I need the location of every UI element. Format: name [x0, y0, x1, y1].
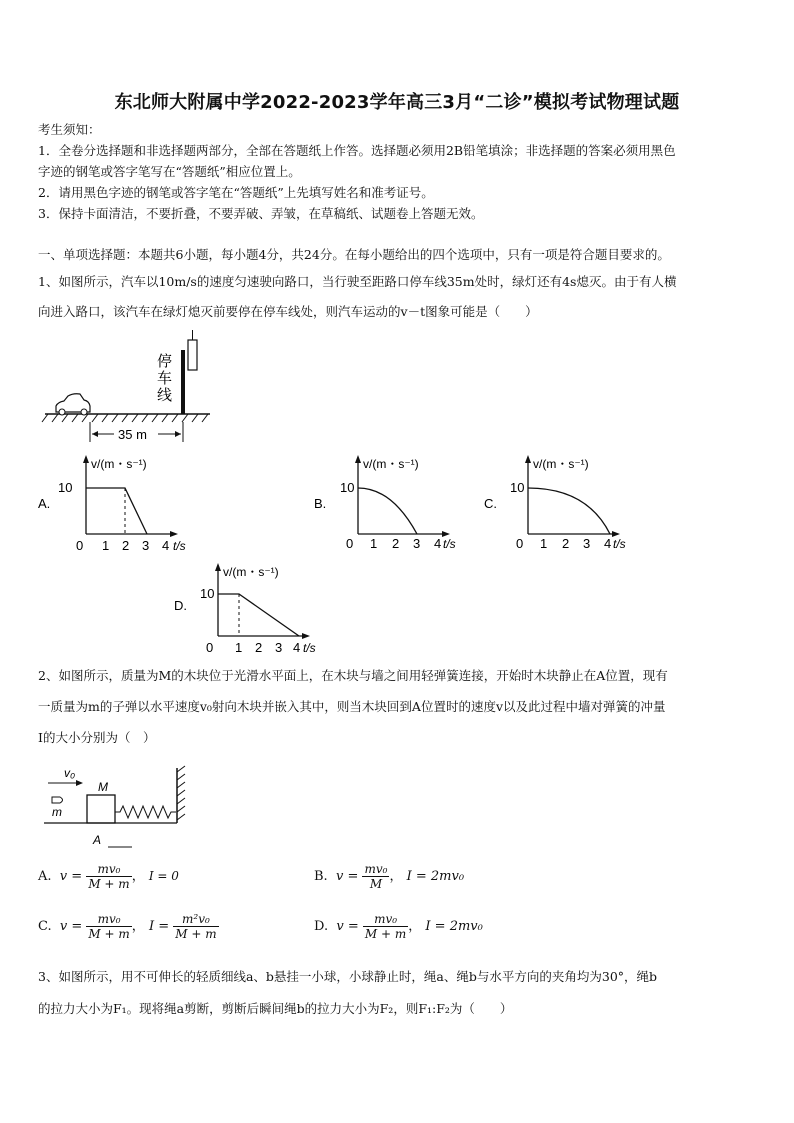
- fraction-den: M + m: [88, 927, 130, 941]
- x-tick: 0: [516, 536, 524, 551]
- fraction-den: M + m: [364, 927, 407, 941]
- fraction-den: M: [369, 877, 383, 891]
- q2-option-c[interactable]: C. v = $\frac{\text{mv₀}}{M + m}$ ， I = $\frac{\text{m²v₀}}{M + m}$: [38, 912, 217, 941]
- stop-line-char: 线: [157, 387, 173, 404]
- option-a-axis-y: v/(m・s⁻¹): [91, 457, 147, 471]
- option-b-curve: [358, 488, 417, 534]
- fraction-num: mv₀: [86, 862, 131, 877]
- x-tick: 4: [162, 538, 170, 552]
- option-label: D.: [314, 919, 329, 934]
- option-label: C.: [38, 919, 52, 934]
- x-tick: 3: [583, 536, 591, 551]
- q3-text-line2: 的拉力大小为F₁。现将绳a剪断，剪断后瞬间绳b的拉力大小为F₂，则F₁:F₂为（ ）: [38, 1001, 513, 1016]
- q2-option-b[interactable]: B. v = $\frac{\text{mv₀}}{M}$ ， I = 2mv₀: [314, 862, 465, 891]
- x-tick: 4: [434, 536, 442, 551]
- notice-heading: 考生须知：: [38, 122, 101, 137]
- q2-text-line2: 一质量为m的子弹以水平速度v₀射向木块并嵌入其中，则当木块回到A位置时的速度v以及此过程中墙对弹簧的冲量: [38, 699, 666, 714]
- spring: [115, 806, 176, 818]
- option-c-x-ticks: [516, 536, 611, 551]
- option-a-curve: [86, 488, 147, 534]
- option-a-graph[interactable]: [36, 452, 196, 552]
- q2-text-line3: I的大小分别为（ ）: [38, 730, 156, 745]
- x-tick: 2: [255, 640, 263, 655]
- option-a-axis-x: t/s: [173, 539, 186, 552]
- option-c-axis-y: v/(m・s⁻¹): [533, 457, 589, 471]
- option-d-axis-y: v/(m・s⁻¹): [223, 565, 279, 579]
- block: [87, 795, 115, 823]
- notice-item-1: 1．全卷分选择题和非选择题两部分，全部在答题纸上作答。选择题必须用2B铅笔填涂；非选择题的答案必须用黑色: [38, 143, 676, 158]
- separator: ，: [389, 869, 403, 884]
- position-a-label: A: [93, 833, 102, 847]
- option-label: A.: [38, 869, 52, 884]
- x-tick: 3: [413, 536, 421, 551]
- option-a-x-ticks: [76, 538, 169, 552]
- notice-item-2: 2．请用黑色字迹的钢笔或答字笔在“答题纸”上先填写姓名和准考证号。: [38, 185, 434, 200]
- q1-road-figure: [40, 330, 220, 445]
- option-a-label: A.: [38, 496, 51, 511]
- fraction-num: mv₀: [363, 912, 408, 927]
- separator: ，: [131, 869, 145, 884]
- option-d-curve: [218, 594, 299, 636]
- fraction-den: M + m: [175, 927, 217, 941]
- option-c-curve: [528, 488, 610, 534]
- x-tick: 3: [142, 538, 150, 552]
- impulse-value: I = 0: [148, 869, 179, 883]
- x-tick: 2: [392, 536, 400, 551]
- stop-line-char: 停: [157, 353, 173, 370]
- fraction-num: m²v₀: [173, 912, 218, 927]
- car-icon: [56, 394, 90, 415]
- q1-text-line1: 1、如图所示，汽车以10m/s的速度匀速驶向路口，当行驶至距路口停车线35m处时，绿灯还有4s熄灭。由于有人横: [38, 274, 677, 289]
- option-b-x-ticks: [346, 536, 441, 551]
- bullet-mass-label: m: [52, 805, 62, 819]
- x-tick: 0: [76, 538, 84, 552]
- x-tick: 0: [346, 536, 354, 551]
- option-d-graph[interactable]: [172, 560, 342, 660]
- velocity-fraction: [362, 862, 389, 891]
- x-tick: 1: [540, 536, 548, 551]
- impulse-value: I = 2mv₀: [406, 869, 465, 884]
- x-tick: 1: [102, 538, 110, 552]
- option-b-axis-y: v/(m・s⁻¹): [363, 457, 419, 471]
- option-b-axis-x: t/s: [443, 537, 456, 551]
- x-tick: 4: [293, 640, 301, 655]
- option-d-y-tick: 10: [200, 586, 215, 601]
- velocity-fraction: [86, 912, 131, 941]
- q2-option-d[interactable]: D. v = $\frac{\text{mv₀}}{M + m}$ ， I = 2mv₀: [314, 912, 483, 941]
- option-b-graph[interactable]: [312, 452, 482, 552]
- bullet-icon: [52, 797, 63, 803]
- notice-item-3: 3．保持卡面清洁，不要折叠，不要弄破、弄皱，在草稿纸、试题卷上答题无效。: [38, 206, 484, 221]
- option-c-graph[interactable]: [482, 452, 652, 552]
- stop-line-label: [157, 353, 172, 404]
- option-c-label: C.: [484, 496, 497, 511]
- fraction-num: mv₀: [86, 912, 131, 927]
- x-tick: 2: [562, 536, 570, 551]
- x-tick: 1: [235, 640, 243, 655]
- traffic-light-icon: [188, 340, 197, 370]
- option-c-y-tick: 10: [510, 480, 525, 495]
- option-label: B.: [314, 869, 328, 884]
- section-heading: 一、单项选择题：本题共6小题，每小题4分，共24分。在每小题给出的四个选项中，只有一项是符合题目要求的。: [38, 247, 670, 262]
- x-tick: 1: [370, 536, 378, 551]
- option-b-label: B.: [314, 496, 327, 511]
- fraction-num: mv₀: [364, 862, 388, 876]
- v0-label: v₀: [64, 766, 76, 780]
- fraction-den: M + m: [88, 877, 130, 891]
- velocity-fraction: [86, 862, 131, 891]
- option-d-label: D.: [174, 598, 187, 613]
- x-tick: 0: [206, 640, 214, 655]
- option-c-axis-x: t/s: [613, 537, 626, 551]
- option-b-y-tick: 10: [340, 480, 355, 495]
- velocity-fraction: [363, 912, 408, 941]
- q1-text-line2: 向进入路口，该汽车在绿灯熄灭前要停在停车线处，则汽车运动的v－t图象可能是（ ）: [38, 304, 538, 319]
- option-d-axis-x: t/s: [303, 641, 316, 655]
- q2-option-a[interactable]: A. v = $\frac{\text{mv₀}}{M + m}$ ， I = 0: [38, 862, 179, 891]
- block-mass-label: M: [98, 780, 108, 794]
- separator: ，: [408, 919, 422, 934]
- distance-label: 35 m: [118, 427, 147, 442]
- q2-text-line1: 2、如图所示，质量为M的木块位于光滑水平面上，在木块与墙之间用轻弹簧连接，开始时木块静止在A位置，现有: [38, 668, 668, 683]
- separator: ，: [131, 919, 145, 934]
- x-tick: 2: [122, 538, 130, 552]
- x-tick: 3: [275, 640, 283, 655]
- option-a-y-tick: 10: [58, 480, 73, 495]
- stop-line-char: 车: [157, 370, 173, 387]
- q3-text-line1: 3、如图所示，用不可伸长的轻质细线a、b悬挂一小球，小球静止时，绳a、绳b与水平方向的夹角均为30°，绳b: [38, 969, 658, 984]
- impulse-fraction: [173, 912, 218, 941]
- page-title: 东北师大附属中学2022-2023学年高三3月“二诊”模拟考试物理试题: [114, 92, 680, 113]
- notice-item-1-cont: 字迹的钢笔或答字笔写在“答题纸”相应位置上。: [38, 164, 301, 179]
- q2-block-spring-figure: [40, 764, 190, 854]
- impulse-value: I = 2mv₀: [425, 919, 483, 934]
- x-tick: 4: [604, 536, 612, 551]
- option-d-x-ticks: [206, 640, 300, 655]
